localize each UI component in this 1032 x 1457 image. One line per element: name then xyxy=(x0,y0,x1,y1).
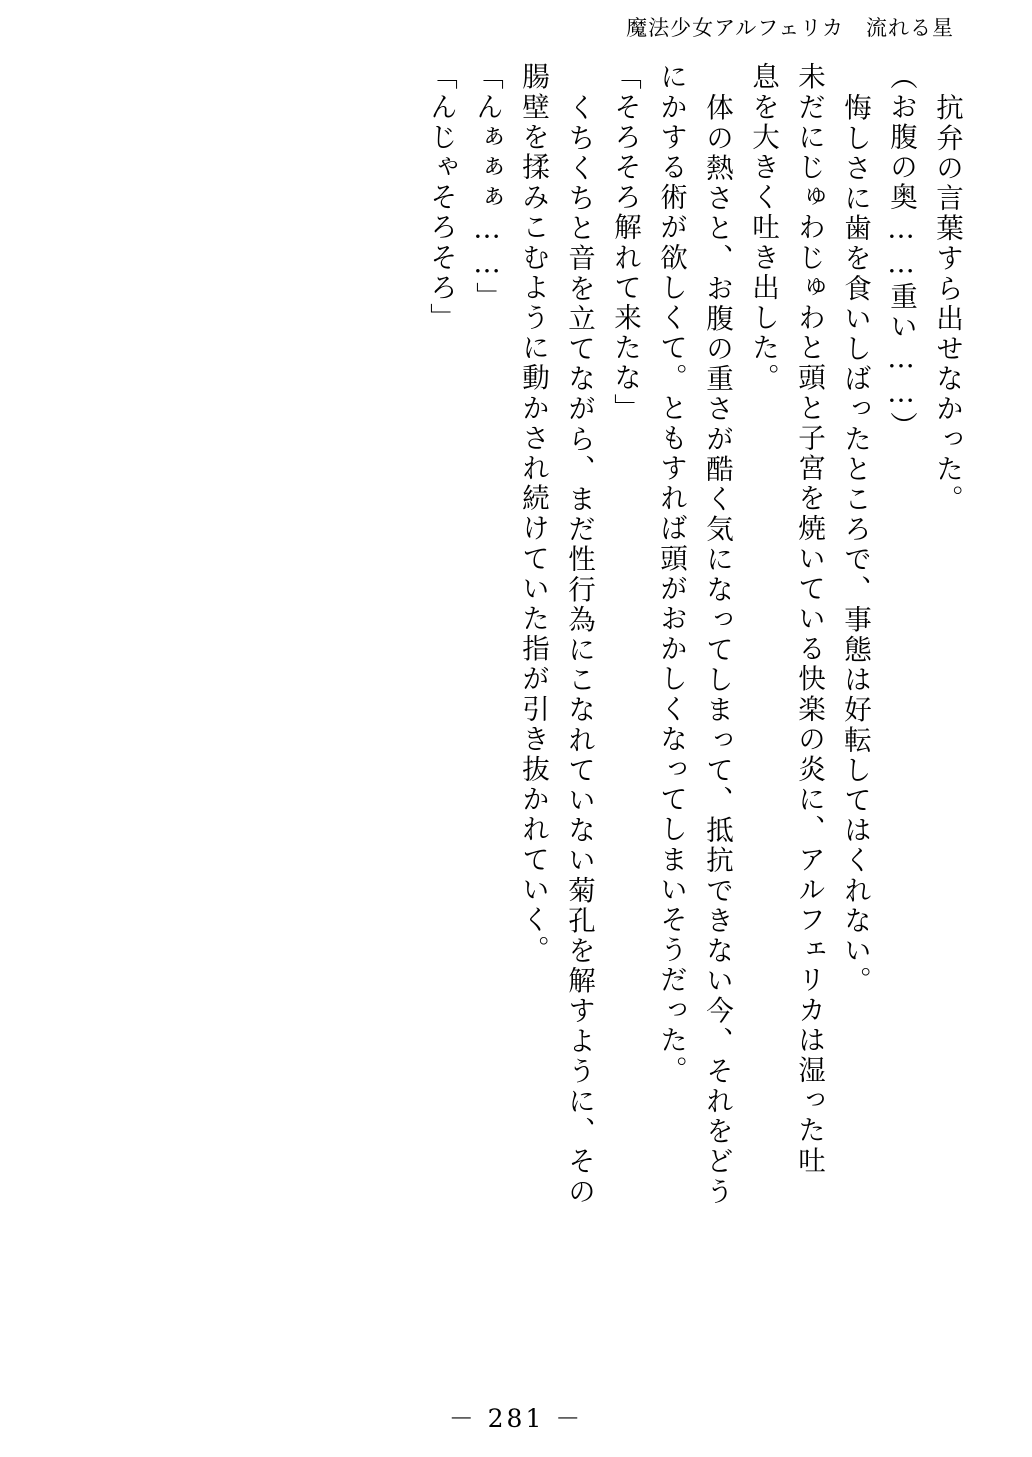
text-line: くちくちと音を立てながら、まだ性行為にこなれていない菊孔を解すように、その xyxy=(563,93,595,1207)
text-line: にかする術が欲しくて。ともすれば頭がおかしくなってしまいそうだった。 xyxy=(655,62,687,1086)
text-line: 「んじゃそろそろ」 xyxy=(425,62,457,333)
text-line: 抗弁の言葉すら出せなかった。 xyxy=(931,93,963,515)
text-line: 息を大きく吐き出した。 xyxy=(747,62,779,394)
page-number: － 281 － xyxy=(448,1404,584,1433)
text-line: 腸壁を揉みこむように動かされ続けていた指が引き抜かれていく。 xyxy=(517,62,549,965)
text-line: 体の熱さと、お腹の重さが酷く気になってしまって、抵抗できない今、それをどう xyxy=(701,93,733,1207)
text-line: 未だにじゅわじゅわと頭と子宮を焼いている快楽の炎に、アルフェリカは湿った吐 xyxy=(793,62,825,1176)
text-line: 「そろそろ解れて来たな」 xyxy=(609,62,641,424)
text-line: （お腹の奥……重い……） xyxy=(885,62,917,442)
vertical-text-body xyxy=(72,62,963,1352)
text-line: 悔しさに歯を食いしばったところで、事態は好転してはくれない。 xyxy=(839,93,871,996)
running-header: 魔法少女アルフェリカ 流れる星 xyxy=(626,16,954,40)
text-line: 「んぁぁぁ……」 xyxy=(471,62,503,312)
